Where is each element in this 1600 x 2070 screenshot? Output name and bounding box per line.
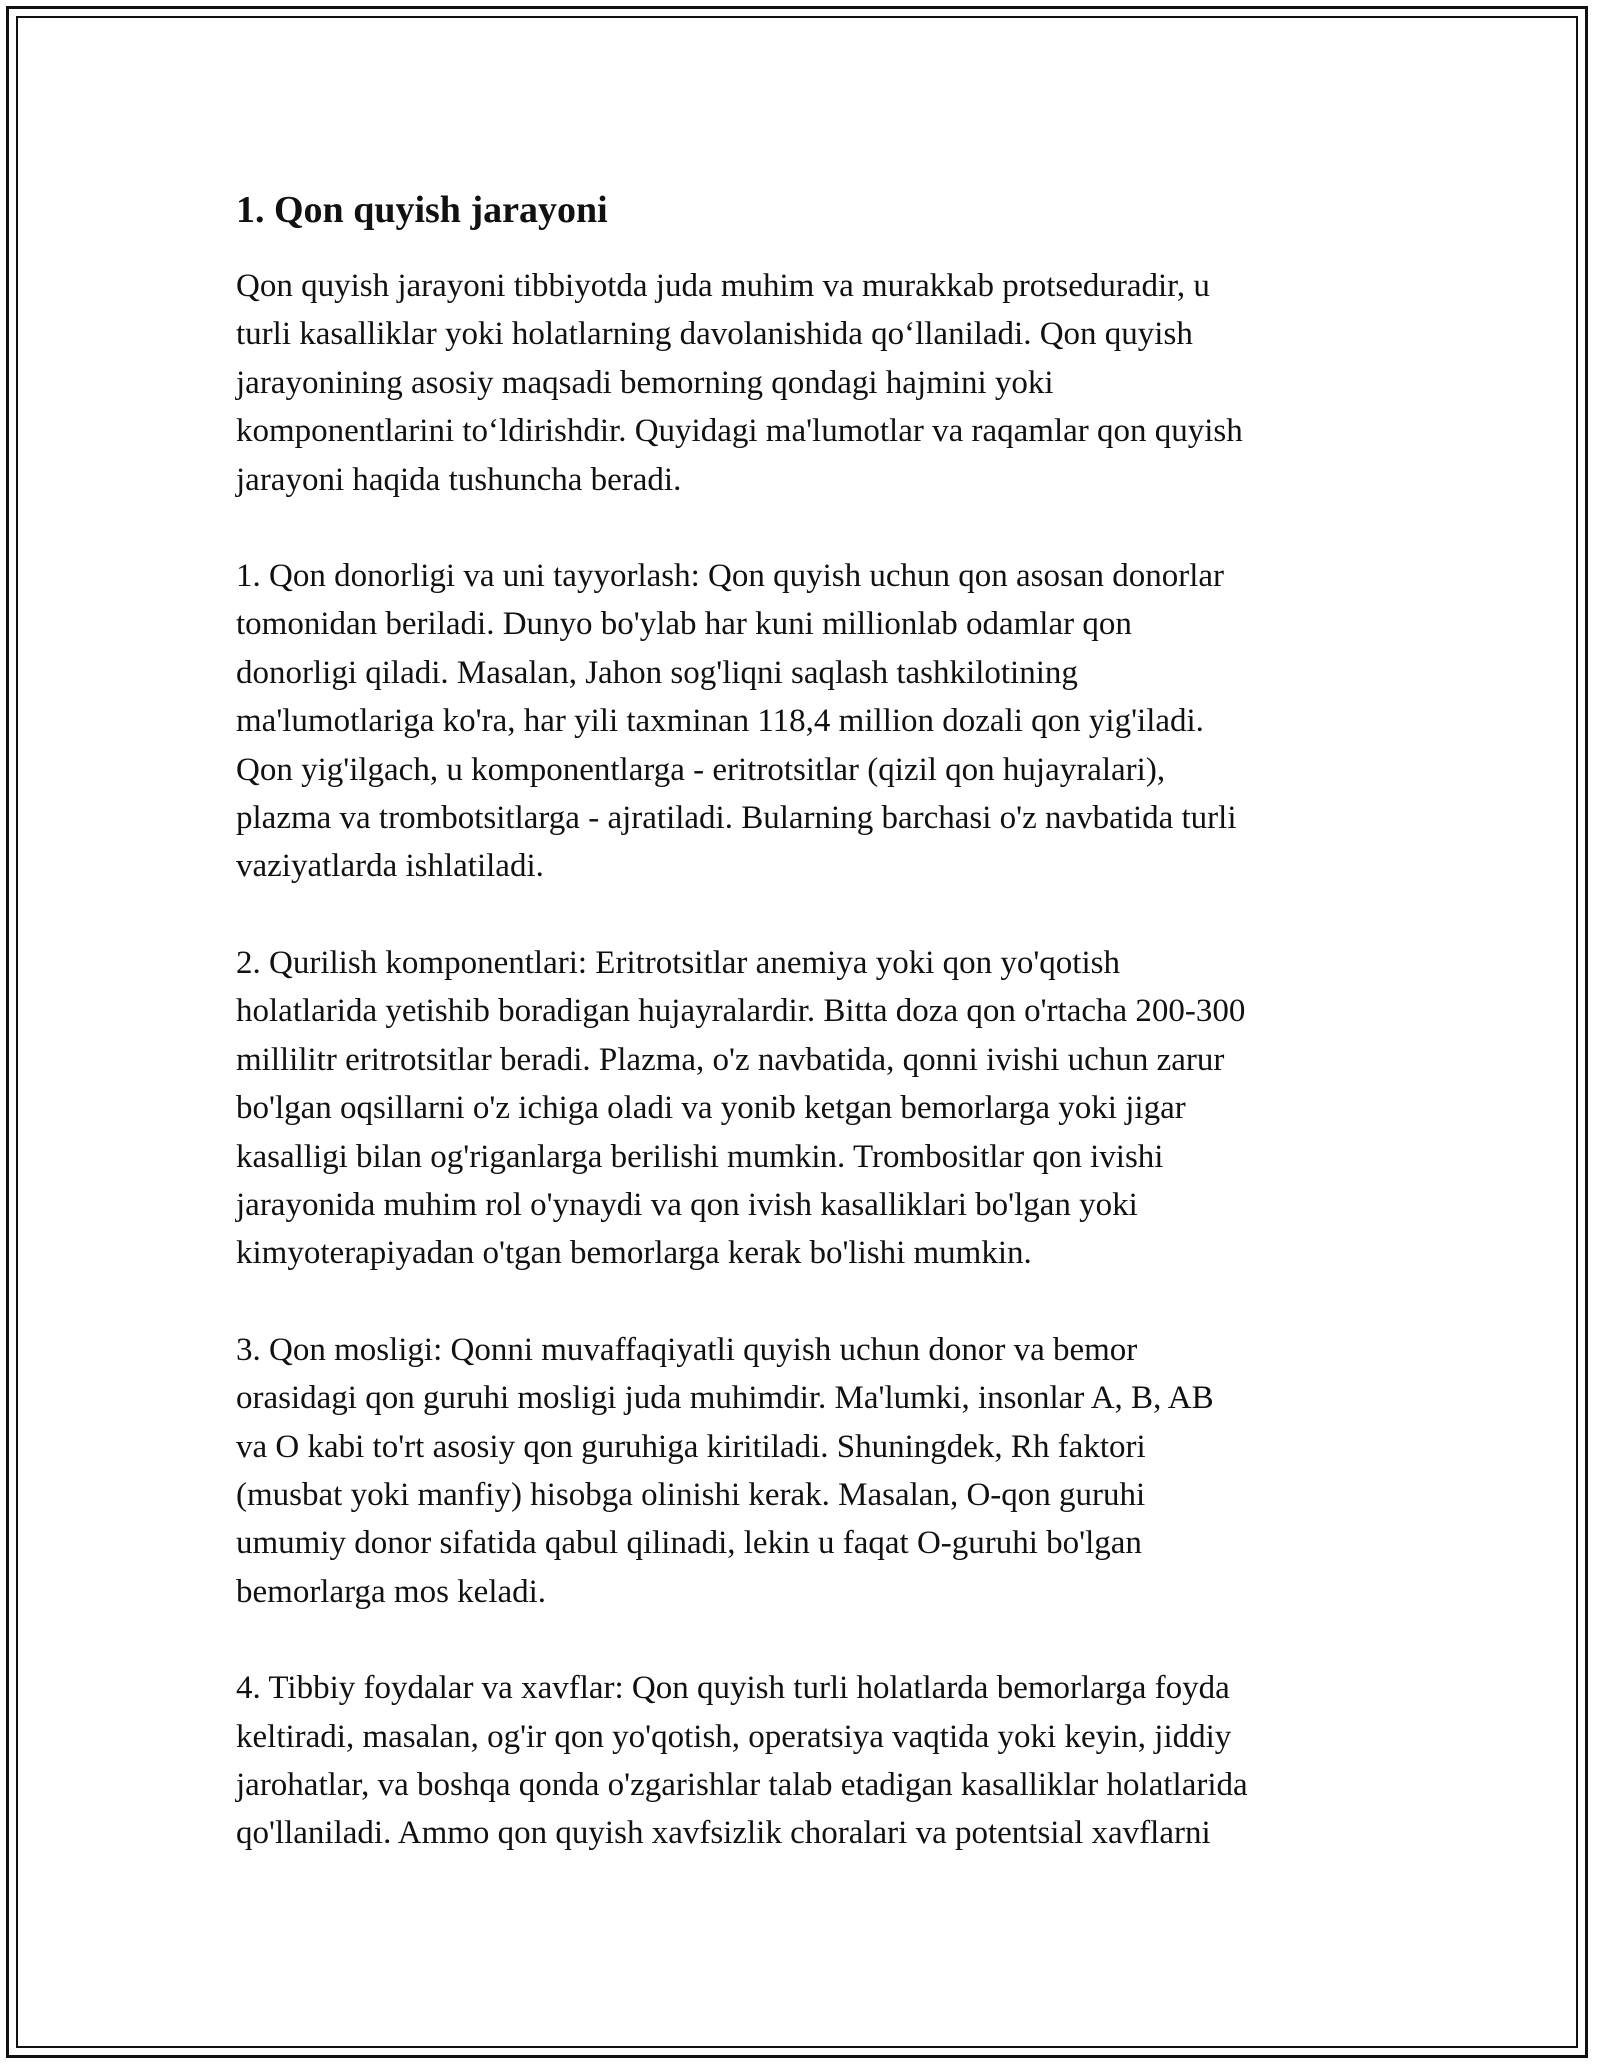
- section-heading: 1. Qon quyish jarayoni: [236, 189, 608, 231]
- components-paragraph: [236, 939, 1366, 1278]
- paragraph-line: komponentlarini toʻldirishdir. Quyidagi ma'lumotlar va raqamlar qon quyish: [236, 413, 1243, 450]
- intro-paragraph: [236, 262, 1366, 504]
- paragraph-line: ma'lumotlariga ko'ra, har yili taxminan 118,4 million dozali qon yig'iladi.: [236, 703, 1204, 740]
- paragraph-line: orasidagi qon guruhi mosligi juda muhimdir. Ma'lumki, insonlar A, B, AB: [236, 1380, 1214, 1417]
- paragraph-line: kasalligi bilan og'riganlarga berilishi mumkin. Trombositlar qon ivishi: [236, 1138, 1164, 1175]
- paragraph-line: bo'lgan oqsillarni o'z ichiga oladi va yonib ketgan bemorlarga yoki jigar: [236, 1090, 1186, 1127]
- paragraph-line: va O kabi to'rt asosiy qon guruhiga kiritiladi. Shuningdek, Rh faktori: [236, 1428, 1146, 1465]
- paragraph-line: jarayonida muhim rol o'ynaydi va qon ivish kasalliklari bo'lgan yoki: [236, 1186, 1138, 1223]
- paragraph-line: (musbat yoki manfiy) hisobga olinishi kerak. Masalan, O-qon guruhi: [236, 1476, 1146, 1513]
- paragraph-line: umumiy donor sifatida qabul qilinadi, lekin u faqat O-guruhi bo'lgan: [236, 1525, 1142, 1562]
- benefits-risks-paragraph: [236, 1664, 1366, 1858]
- paragraph-line: holatlarida yetishib boradigan hujayralardir. Bitta doza qon o'rtacha 200-300: [236, 993, 1246, 1030]
- paragraph-line: turli kasalliklar yoki holatlarning davolanishida qoʻllaniladi. Qon quyish: [236, 316, 1193, 353]
- paragraph-line: plazma va trombotsitlarga - ajratiladi. Bularning barchasi o'z navbatida turli: [236, 800, 1237, 837]
- paragraph-line: tomonidan beriladi. Dunyo bo'ylab har kuni millionlab odamlar qon: [236, 606, 1132, 643]
- paragraph-line: 4. Tibbiy foydalar va xavflar: Qon quyish turli holatlarda bemorlarga foyda: [236, 1670, 1230, 1707]
- paragraph-line: kimyoterapiyadan o'tgan bemorlarga kerak bo'lishi mumkin.: [236, 1235, 1032, 1272]
- paragraph-line: qo'llaniladi. Ammo qon quyish xavfsizlik choralari va potentsial xavflarni: [236, 1815, 1211, 1852]
- paragraph-line: donorligi qiladi. Masalan, Jahon sog'liqni saqlash tashkilotining: [236, 654, 1078, 691]
- document-body: [236, 186, 1366, 1906]
- paragraph-line: jarohatlar, va boshqa qonda o'zgarishlar talab etadigan kasalliklar holatlarida: [236, 1766, 1248, 1803]
- paragraph-line: 2. Qurilish komponentlari: Eritrotsitlar anemiya yoki qon yo'qotish: [236, 944, 1120, 981]
- paragraph-line: vaziyatlarda ishlatiladi.: [236, 848, 544, 885]
- paragraph-line: 3. Qon mosligi: Qonni muvaffaqiyatli quyish uchun donor va bemor: [236, 1331, 1138, 1368]
- donation-paragraph: [236, 552, 1366, 891]
- paragraph-line: Qon yig'ilgach, u komponentlarga - eritrotsitlar (qizil qon hujayralari),: [236, 751, 1166, 788]
- paragraph-line: millilitr eritrotsitlar beradi. Plazma, o'z navbatida, qonni ivishi uchun zarur: [236, 1041, 1225, 1078]
- paragraph-line: jarayonining asosiy maqsadi bemorning qondagi hajmini yoki: [236, 364, 1054, 401]
- paragraph-line: jarayoni haqida tushuncha beradi.: [236, 461, 682, 498]
- compatibility-paragraph: [236, 1326, 1366, 1616]
- paragraph-line: Qon quyish jarayoni tibbiyotda juda muhim va murakkab protseduradir, u: [236, 268, 1210, 304]
- paragraph-line: bemorlarga mos keladi.: [236, 1573, 547, 1610]
- paragraph-line: keltiradi, masalan, og'ir qon yo'qotish, operatsiya vaqtida yoki keyin, jiddiy: [236, 1718, 1232, 1755]
- paragraph-line: 1. Qon donorligi va uni tayyorlash: Qon quyish uchun qon asosan donorlar: [236, 558, 1225, 595]
